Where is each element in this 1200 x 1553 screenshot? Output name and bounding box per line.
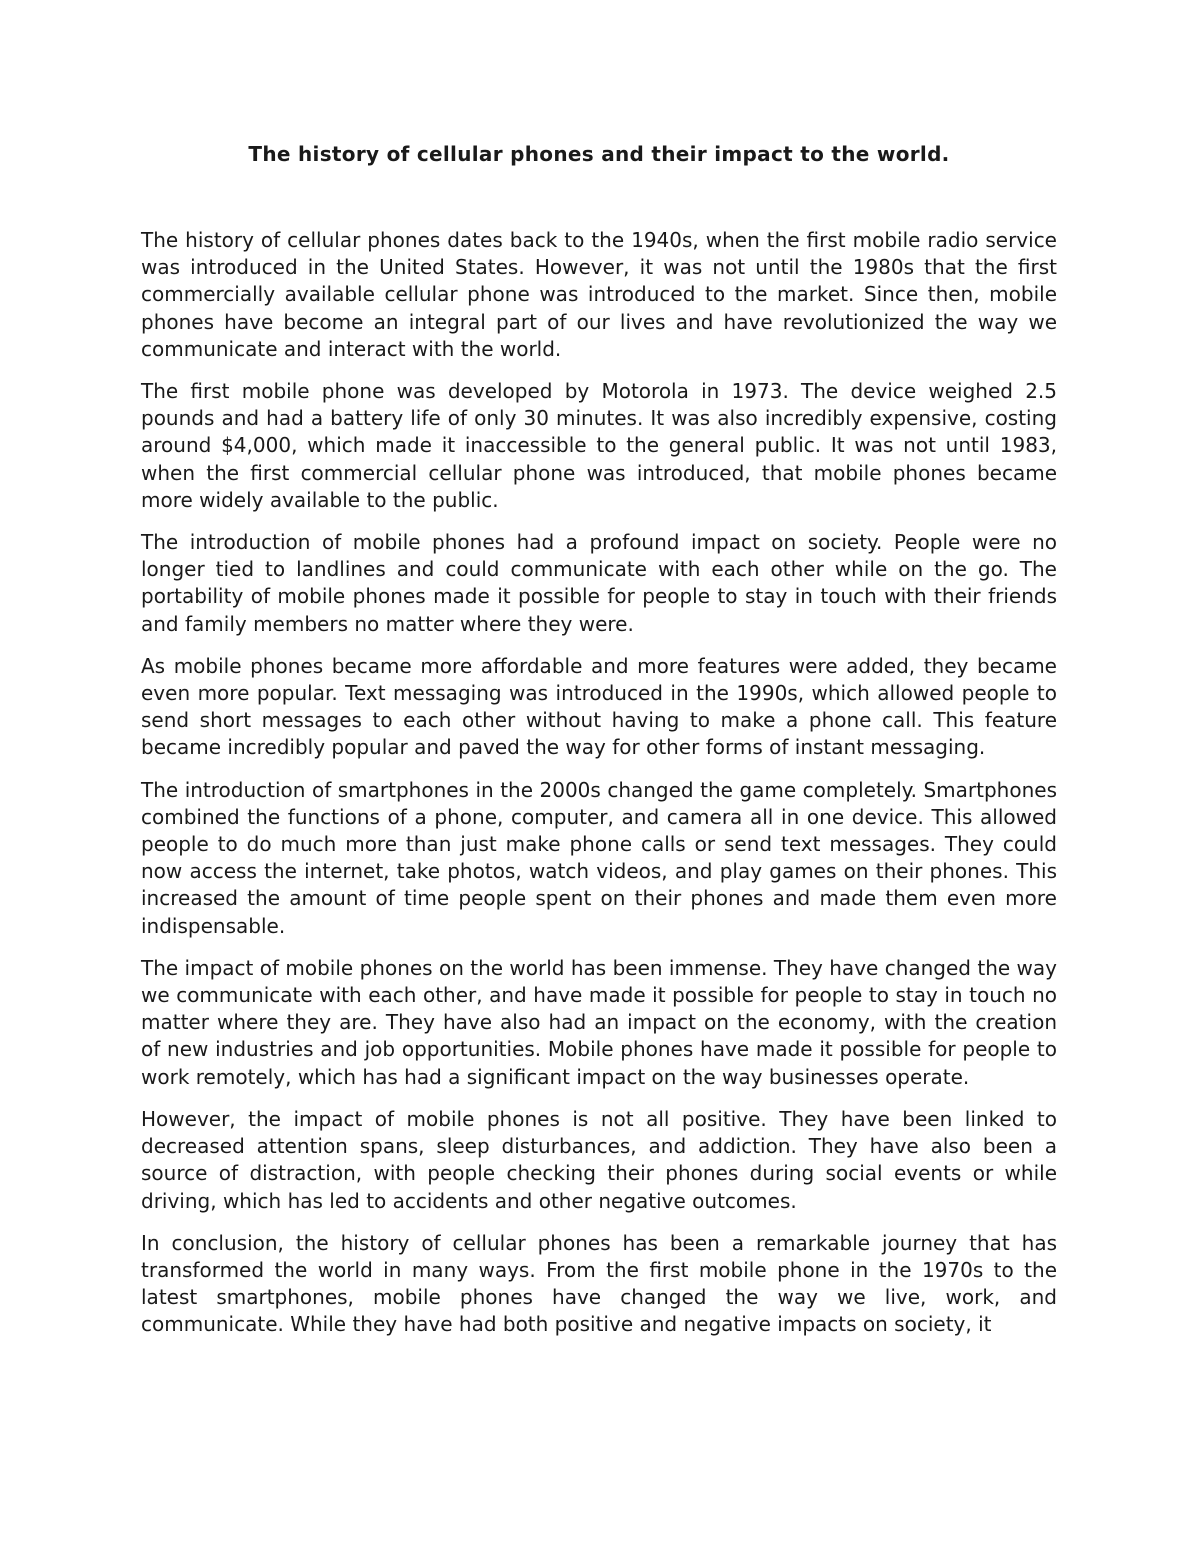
paragraph-smartphones: The introduction of smartphones in the 2000s changed the game completely. Smartphones combined the functions of a phone, computer, and camera all in one device. This allowed people to do much more than just make phone calls or send text messages. They could now access the internet, take photos, watch videos, and play games on their phones. This increased the amount of time people spent on their phones and made them even more indispensable. bbox=[141, 777, 1057, 938]
paragraph-text-messaging: As mobile phones became more affordable and more features were added, they became even more popular. Text messaging was introduced in the 1990s, which allowed people to send short messages to each other without having to make a phone call. This feature became incredibly popular and paved the way for other forms of instant messaging. bbox=[141, 653, 1057, 760]
paragraph-first-mobile-phone: The first mobile phone was developed by Motorola in 1973. The device weighed 2.5 pounds and had a battery life of only 30 minutes. It was also incredibly expensive, costing around $4,000, which made it inaccessible to the general public. It was not until 1983, when the first commercial cellular phone was introduced, that mobile phones became more widely available to the public. bbox=[141, 379, 1057, 512]
paragraph-conclusion: In conclusion, the history of cellular phones has been a remarkable journey that has transformed the world in many ways. From the first mobile phone in the 1970s to the latest smartphones, mobile phones have changed the way we live, work, and communicate. While they have had both positive and negative impacts on society, it bbox=[141, 1230, 1057, 1337]
paragraph-negative-impact: However, the impact of mobile phones is not all positive. They have been linked to decreased attention spans, sleep disturbances, and addiction. They have also been a source of distraction, with people checking their phones during social events or while driving, which has led to accidents and other negative outcomes. bbox=[141, 1106, 1057, 1213]
paragraph-history-intro: The history of cellular phones dates back to the 1940s, when the first mobile radio service was introduced in the United States. However, it was not until the 1980s that the first commercially available cellular phone was introduced to the market. Since then, mobile phones have become an integral part of our lives and have revolutionized the way we communicate and interact with the world. bbox=[141, 228, 1057, 361]
paragraph-world-impact: The impact of mobile phones on the world has been immense. They have changed the way we communicate with each other, and have made it possible for people to stay in touch no matter where they are. They have also had an impact on the economy, with the creation of new industries and job opportunities. Mobile phones have made it possible for people to work remotely, which has had a significant impact on the way businesses operate. bbox=[141, 955, 1057, 1089]
paragraph-societal-impact: The introduction of mobile phones had a profound impact on society. People were no longer tied to landlines and could communicate with each other while on the go. The portability of mobile phones made it possible for people to stay in touch with their friends and family members no matter where they were. bbox=[141, 530, 1057, 636]
document-body bbox=[141, 136, 1057, 1354]
document-title: The history of cellular phones and their impact to the world. bbox=[248, 142, 950, 166]
